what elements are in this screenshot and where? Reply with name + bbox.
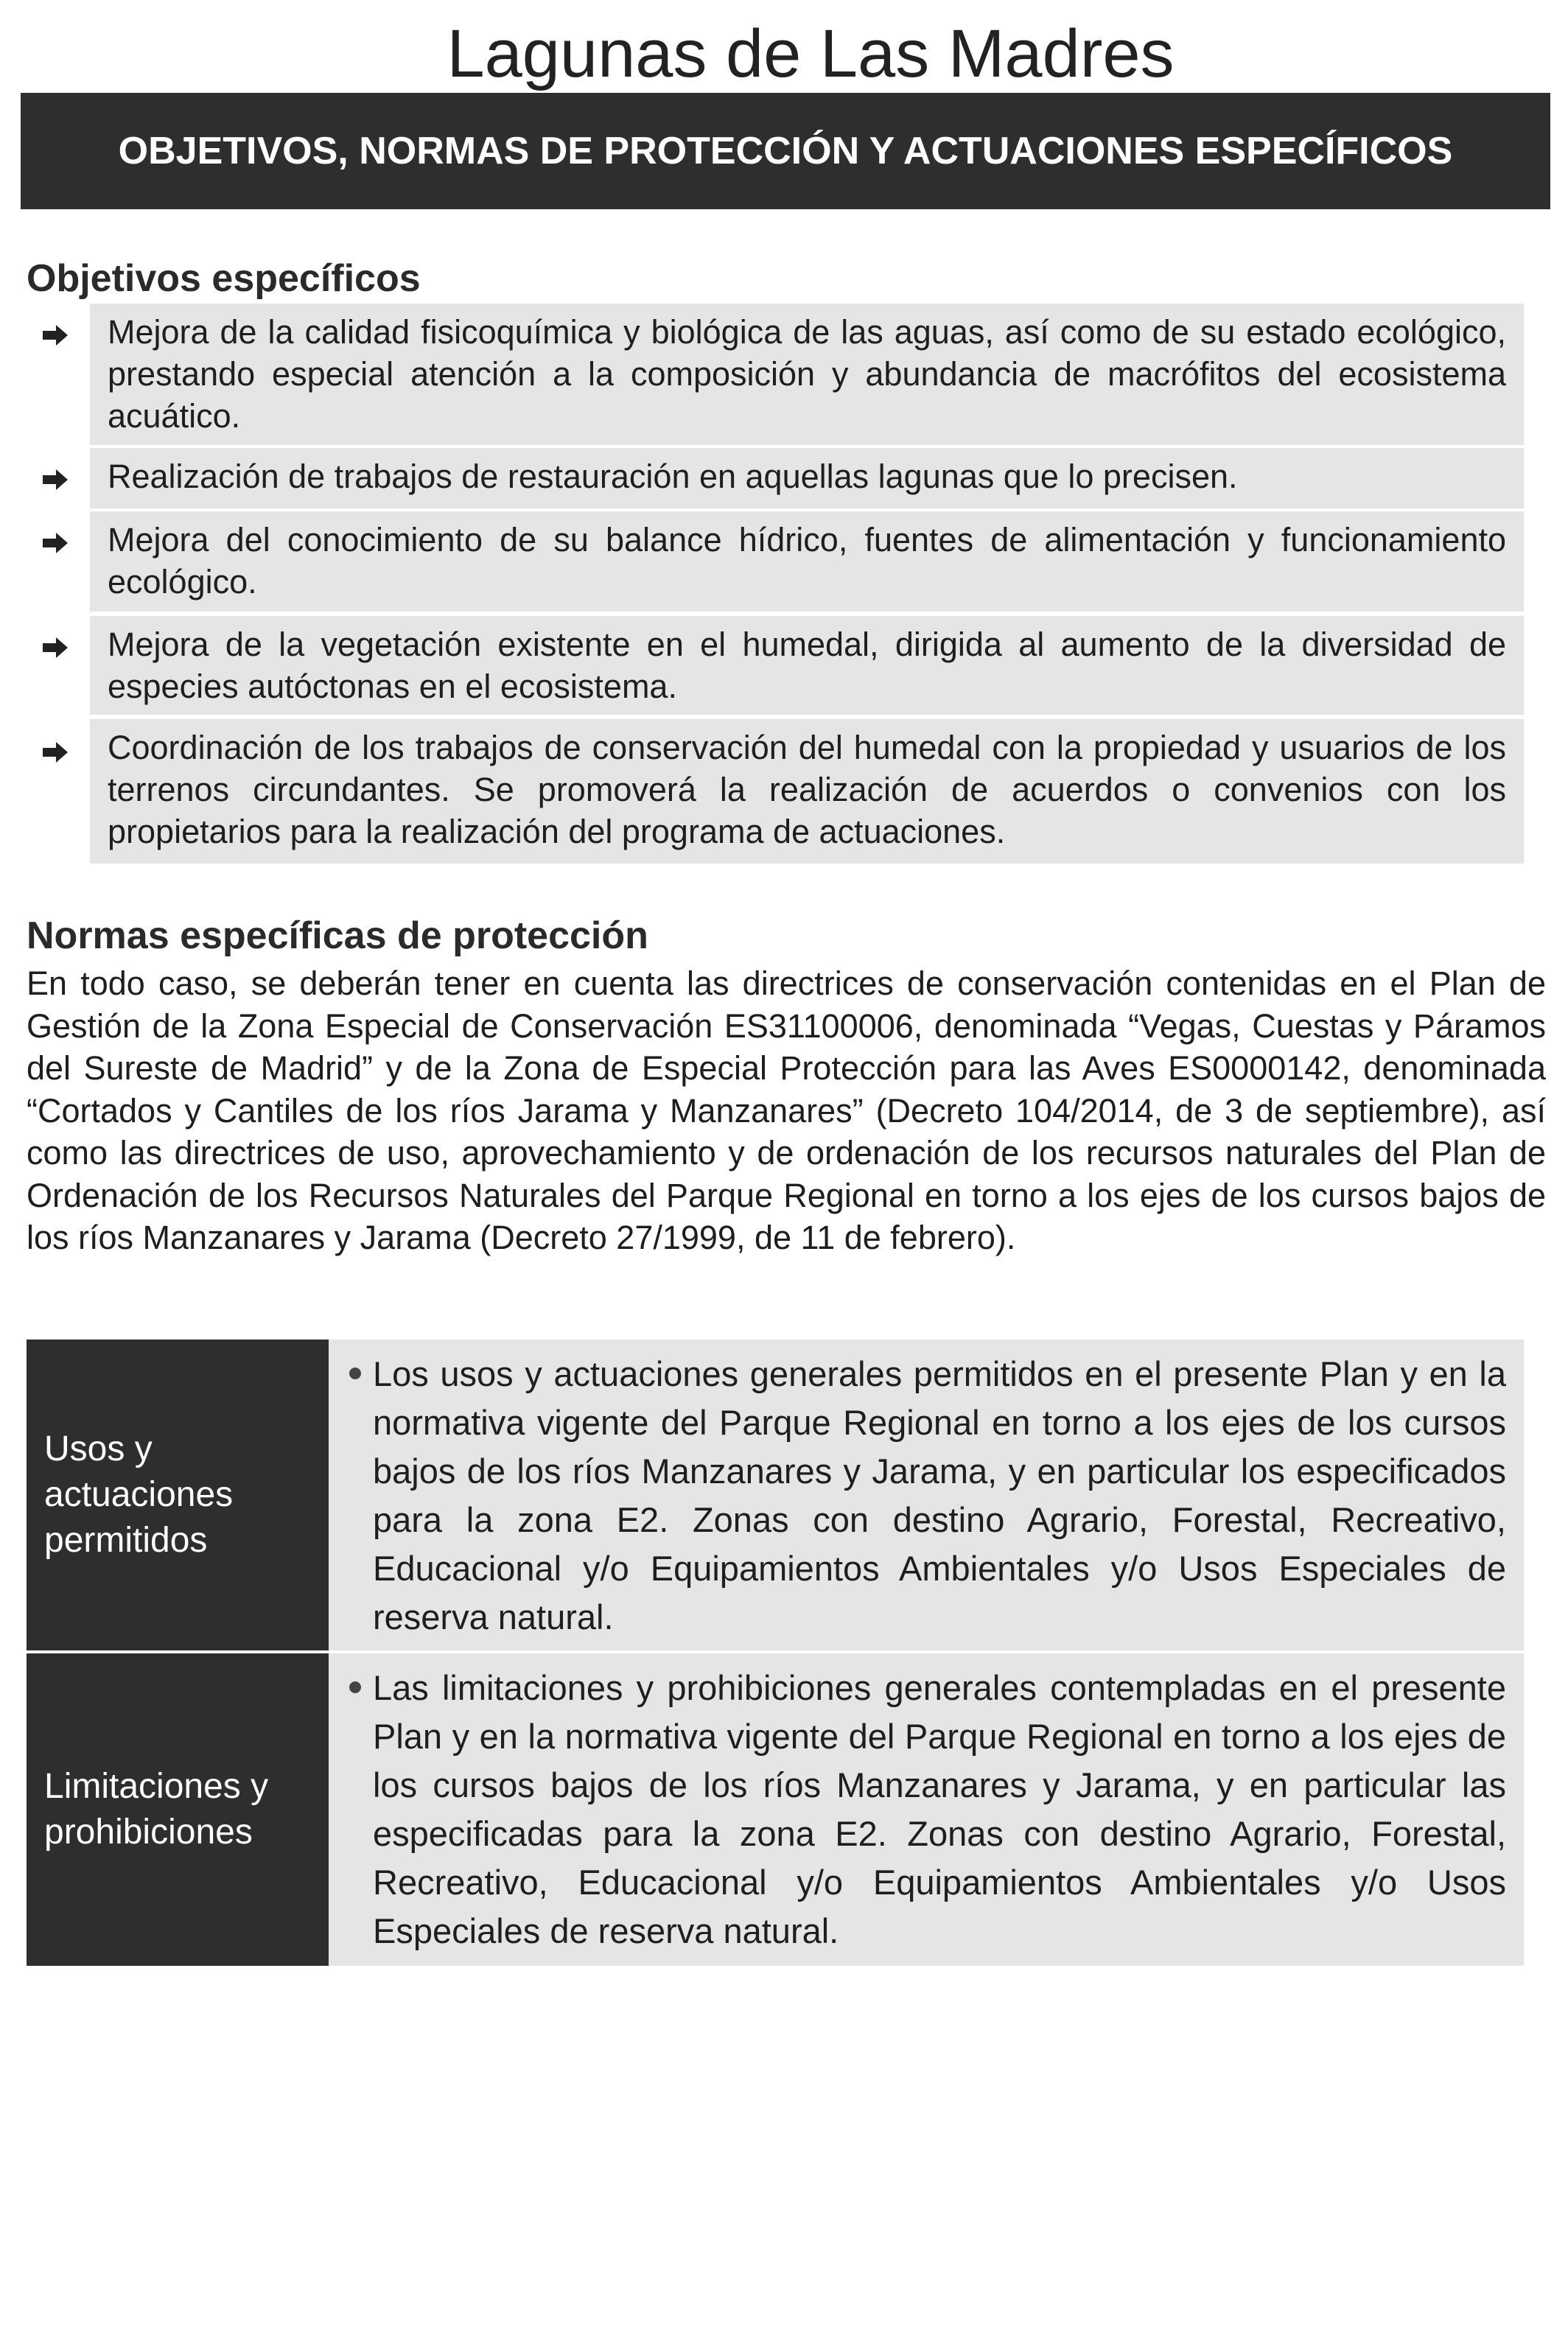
table-row	[27, 1340, 1524, 1650]
row-text: Los usos y actuaciones generales permitidos en el presente Plan y en la normativa vigente del Parque Regional en torno a los ejes de los cursos bajos de los ríos Manzanares y Jarama, y en particular los especificados para la zona E2. Zonas con destino Agrario, Forestal, Recreativo, Educacional y/o Equipamientos Ambientales y/o Usos Especiales de reserva natural.	[373, 1354, 1506, 1636]
norms-paragraph: En todo caso, se deberán tener en cuenta las directrices de conservación contenidas en el Plan de Gestión de la Zona Especial de Conservación ES31100006, denominada “Vegas, Cuestas y Páramos del Sureste de Madrid” y de la Zona de Especial Protección para las Aves ES0000142, denominada “Cortados y Cantiles de los ríos Jarama y Manzanares” (Decreto 104/2014, de 3 de septiembre), así como las directrices de uso, aprovechamiento y de ordenación de los recursos naturales del Plan de Ordenación de los Recursos Naturales del Parque Regional en torno a los ejes de los cursos bajos de los ríos Manzanares y Jarama (Decreto 27/1999, de 11 de febrero).	[27, 964, 1546, 1256]
arrow-right-icon	[41, 637, 69, 659]
row-label: Usos y actuaciones permitidos	[27, 1340, 329, 1650]
row-label: Limitaciones y prohibiciones	[27, 1653, 329, 1966]
objective-item: Mejora del conocimiento de su balance hídrico, fuentes de alimentación y funcionamiento ecológico.	[90, 511, 1524, 612]
table-row	[27, 1653, 1524, 1966]
row-content	[329, 1340, 1524, 1650]
norms-table	[27, 1340, 1524, 1969]
page-title: Lagunas de Las Madres	[447, 16, 1175, 91]
objective-item: Realización de trabajos de restauración en aquellas lagunas que lo precisen.	[90, 448, 1524, 508]
arrow-right-icon	[41, 324, 69, 346]
bullet-icon	[349, 1368, 361, 1379]
norms-heading: Normas específicas de protección	[27, 914, 648, 957]
section-banner	[21, 93, 1550, 209]
arrow-right-icon	[41, 532, 69, 554]
banner-text: OBJETIVOS, NORMAS DE PROTECCIÓN Y ACTUACIONES ESPECÍFICOS	[118, 130, 1453, 172]
objective-item: Coordinación de los trabajos de conservación del humedal con la propiedad y usuarios de los terrenos circundantes. Se promoverá la realización de acuerdos o convenios con los propietarios para la realización del programa de actuaciones.	[90, 719, 1524, 864]
arrow-right-icon	[41, 469, 69, 491]
objective-item: Mejora de la calidad fisicoquímica y biológica de las aguas, así como de su estado ecológico, prestando especial atención a la composición y abundancia de macrófitos del ecosistema acuático.	[90, 304, 1524, 445]
arrow-right-icon	[41, 741, 69, 763]
row-content	[329, 1653, 1524, 1966]
bullet-icon	[349, 1681, 361, 1693]
row-text: Las limitaciones y prohibiciones generales contempladas en el presente Plan y en la normativa vigente del Parque Regional en torno a los ejes de los cursos bajos de los ríos Manzanares y Jarama, y en particular las especificadas para la zona E2. Zonas con destino Agrario, Forestal, Recreativo, Educacional y/o Equipamientos Ambientales y/o Usos Especiales de reserva natural.	[373, 1668, 1506, 1950]
objectives-heading: Objetivos específicos	[27, 257, 421, 300]
objective-item: Mejora de la vegetación existente en el humedal, dirigida al aumento de la diversidad de especies autóctonas en el ecosistema.	[90, 616, 1524, 715]
